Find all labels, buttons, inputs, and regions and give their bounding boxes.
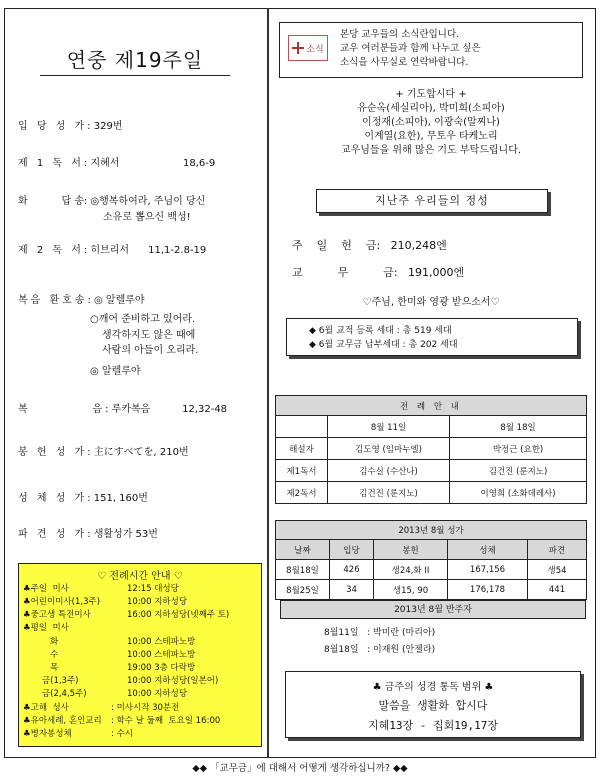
- table-row: 해설자 김도영 (임마누엘) 박정근 (요한): [276, 438, 587, 460]
- offering-sunday: 주 일 헌 금: 210,248엔: [292, 239, 447, 252]
- accompanist-caption: 2013년 8월 반주자: [280, 600, 586, 619]
- prayer-line: 교우님들을 위해 많은 기도 부탁드립니다.: [340, 145, 522, 156]
- accompanist-line: 8월18일 : 이재원 (안젤라): [324, 645, 436, 655]
- liturgy-caption: 전 례 안 내: [276, 396, 587, 416]
- cross-icon: [292, 42, 304, 54]
- order-acclamation-line1: ○깨어 준비하고 있어라.: [90, 314, 196, 325]
- hymns-table: [275, 520, 587, 600]
- liturgy-table: [275, 395, 587, 504]
- liturgy-date: 8월 11일: [328, 416, 450, 438]
- census-box: [286, 318, 578, 356]
- bible-reading-box: [285, 671, 581, 738]
- order-acclamation-line2: 생각하지도 않은 때에: [102, 330, 196, 341]
- order-psalm: 화 답송: ◎행복하여라, 주님이 당신: [18, 196, 206, 207]
- footer-question: ◆◆ 「교무금」에 대해서 어떻게 생각하십니까? ◆◆: [192, 763, 408, 774]
- news-logo: [288, 35, 328, 61]
- order-gospel: 복 음: 루카복음 12,32-48: [18, 404, 228, 415]
- prayer-heading: + 기도합시다 +: [395, 89, 467, 100]
- liturgy-date: 8월 18일: [450, 416, 587, 438]
- order-acclamation-line3: 사람의 아들이 오리라.: [102, 345, 199, 356]
- order-offertory-hymn: 봉 헌 성 가: 主にすべてを, 210번: [18, 447, 189, 458]
- column-divider: [267, 8, 269, 758]
- order-recessional-hymn: 파 견 성 가: 생활성가 53번: [18, 529, 158, 540]
- page-title: 연중 제19주일: [40, 44, 230, 76]
- order-first-reading: 제 1 독 서: 지혜서 18,6-9: [18, 158, 216, 169]
- news-logo-text: 소식: [306, 44, 324, 55]
- bible-motto: 말씀을 생활화 합시다: [378, 699, 488, 712]
- bible-range: 지혜13장 - 집회19,17장: [368, 719, 498, 732]
- prayer-line: 유순옥(세실리아), 박미희(소피아): [357, 103, 505, 114]
- accompanist-line: 8월11일 : 박미란 (마리아): [324, 628, 436, 638]
- offering-dues: 교 무 금: 191,000엔: [292, 266, 465, 279]
- table-row: 제2독서 김건진 (룬지노) 이영희 (소화데레사): [276, 482, 587, 504]
- table-row: 8월18일 426 생24,화 II 167,156 생54: [276, 560, 587, 580]
- offering-title: 지난주 우리들의 정성: [316, 189, 548, 213]
- order-gospel-acclamation: 복음 환호송: ◎ 알렐루야: [18, 295, 145, 306]
- hymns-caption: 2013년 8월 성가: [276, 521, 587, 540]
- census-line: ◆ 6월 교무금 납부세대 : 총 202 세대: [309, 340, 458, 350]
- notice-box: [279, 22, 583, 78]
- prayer-line: 이계열(요한), 무토우 타케노리: [364, 131, 498, 142]
- liturgy-corner: [276, 416, 328, 438]
- prayer-line: 이정재(소피아), 이광숙(말찌나): [362, 117, 500, 128]
- table-row: 제1독서 김수실 (수산나) 김건진 (룬지노): [276, 460, 587, 482]
- table-row: 8월25일 34 생15, 90 176,178 441: [276, 580, 587, 600]
- order-communion-hymn: 성 체 성 가: 151, 160번: [18, 493, 148, 504]
- order-second-reading: 제 2 독 서: 히브리서 11,1-2.8-19: [18, 245, 207, 256]
- schedule-title: ♡ 전례시간 안내 ♡: [97, 571, 183, 582]
- prayer-section: [275, 88, 587, 158]
- notice-text: 본당 교우들의 소식란입니다. 교우 여러분들과 함께 나누고 싶은 소식을 사무실로 연락바랍니다.: [340, 29, 481, 68]
- hymns-header-row: 날짜 입당 봉헌 성체 파견: [276, 540, 587, 560]
- order-psalm-cont: 소유로 뽑으신 백성!: [103, 212, 191, 223]
- bible-heading: ♣ 금주의 성경 통독 범위 ♣: [372, 682, 494, 693]
- order-entrance-hymn: 입 당 성 가: 329번: [18, 121, 123, 132]
- schedule-box: ♡ 전례시간 안내 ♡ ♣주일 미사 12:15 대성당 ♣어린이미사(1,3주) 10:00 지하성당 ♣중고생 특전미사 16:00 지하성당(넷째주 토) ♣평일 미사 화 10:00 스테파노방 수 10:00 스테파노방 목 19:00 3층 다락방 금(1,3주) 10:00 지하성당(일본어) 금(2,4,5주) 10:00 지하성당 ♣고해 성사 : 미사시작 30분전 ♣유아세례, 혼인교리 : 학수 날 둘째 토요일 16:00 ♣병자봉성체 : 수시: [18, 563, 262, 747]
- census-line: ◆ 6월 교적 등록 세대 : 총 519 세대: [309, 326, 452, 336]
- accompanist-section: [280, 600, 588, 655]
- order-acclamation-line4: ◎ 알렐루야: [90, 366, 141, 377]
- blessing-line: ♡주님, 한미와 영광 받으소서♡: [362, 297, 500, 308]
